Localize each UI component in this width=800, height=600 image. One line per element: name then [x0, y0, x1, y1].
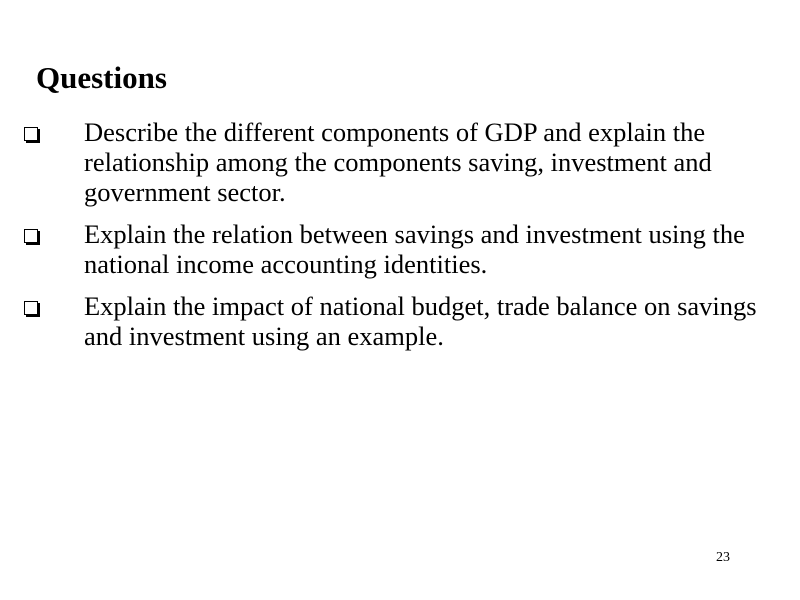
question-item	[20, 219, 760, 279]
slide-title: Questions	[36, 60, 167, 95]
question-item	[20, 291, 760, 351]
checkbox-bullet-icon	[24, 127, 38, 141]
question-list	[20, 117, 760, 363]
question-item	[20, 117, 760, 207]
question-text: Explain the relation between savings and investment using the national income accounting identities.	[84, 219, 745, 279]
page-number: 23	[716, 550, 730, 565]
checkbox-bullet-icon	[24, 229, 38, 243]
question-text: Describe the different components of GDP and explain the relationship among the components saving, investment and government sector.	[84, 117, 712, 207]
checkbox-bullet-icon	[24, 301, 38, 315]
question-text: Explain the impact of national budget, trade balance on savings and investment using an example.	[84, 291, 757, 351]
